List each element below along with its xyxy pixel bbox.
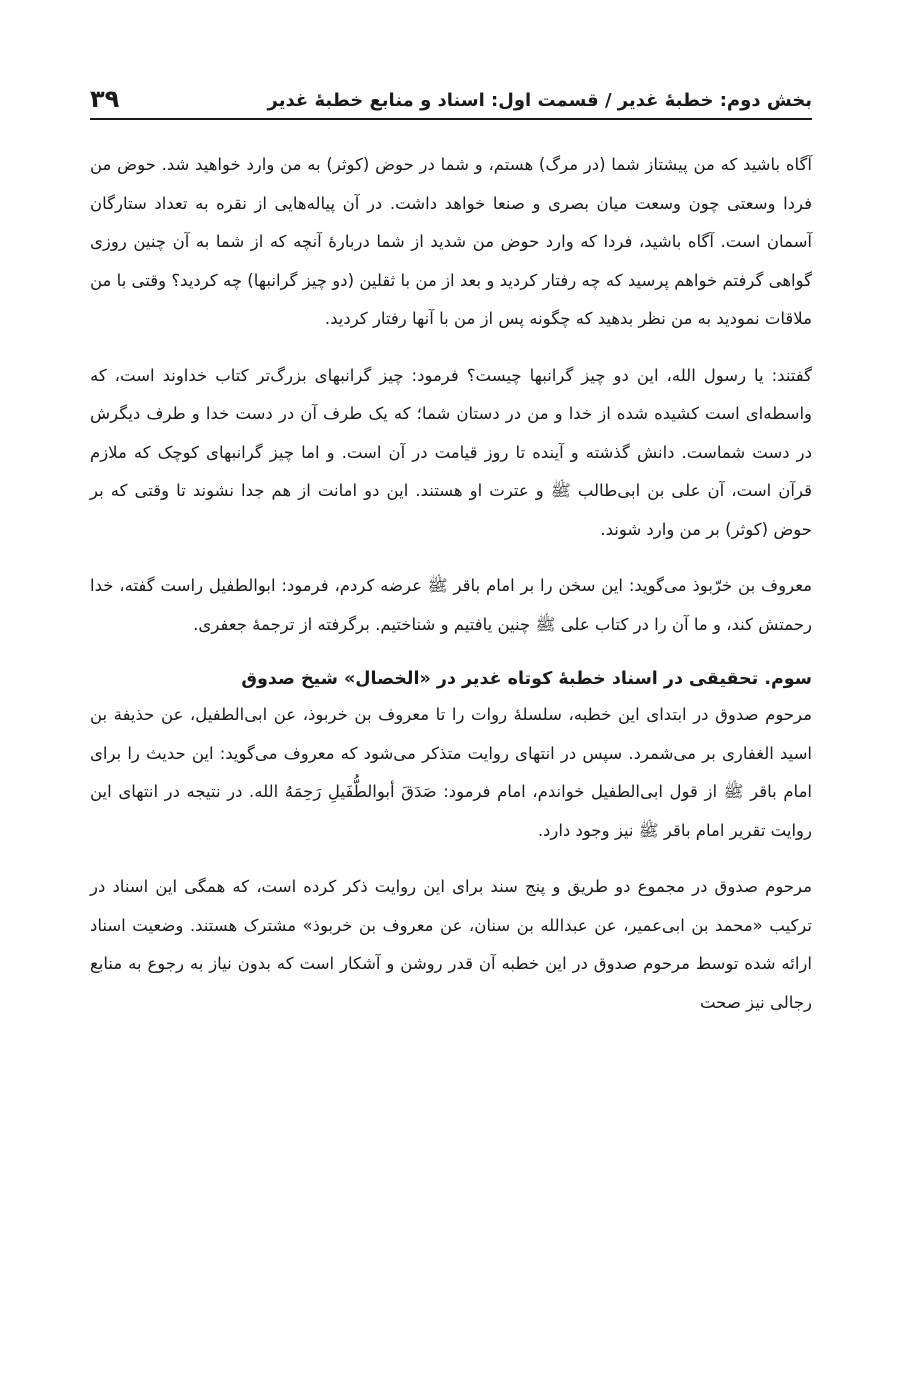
running-title: بخش دوم: خطبهٔ غدیر / قسمت اول: اسناد و منابع خطبهٔ غدیر: [267, 90, 812, 111]
book-page: [90, 70, 812, 1040]
paragraph-hadith-hawz: آگاه باشید که من پیشتاز شما (در مرگ) هستم، و شما در حوض (کوثر) به من وارد خواهید شد. حوض من فردا وسعتی چون وسعت میان بصری و صنعا خواهد داشت. در آن پیاله‌هایی از نقره به تعداد ستارگان آسمان است. آگاه باشید، فردا که وارد حوض من شدید از شما دربارهٔ آنچه که از شما به آن چنین روزی گواهی گرفتم خواهم پرسید که چه رفتار کردید و بعد از من با ثقلین (دو چیز گرانبها) چه کردید؟ وقتی با من ملاقات نمودید به من نظر بدهید که چگونه پس از من با آنها رفتار کردید.: [90, 155, 812, 328]
page-content: [90, 146, 812, 1022]
paragraph-saduq-chain: مرحوم صدوق در ابتدای این خطبه، سلسلهٔ روات را تا معروف بن خربوذ، عن ابی‌الطفیل، عن حذیفة بن اسید الغفاری بر می‌شمرد. سپس در انتهای روایت متذکر می‌شود که معروف می‌گوید: این حدیث را برای امام باقر ﷺ از قول ابی‌الطفیل خواندم، امام فرمود: صَدَقَ أبوالطُّفَیلِ رَحِمَهُ الله. در نتیجه در انتهای این روایت تقریر امام باقر ﷺ نیز وجود دارد.: [90, 705, 812, 840]
paragraph-saduq-sanad: مرحوم صدوق در مجموع دو طریق و پنج سند برای این روایت ذکر کرده است، که همگی این اسناد در ترکیب «محمد بن ابی‌عمیر، عن عبدالله بن سنان، عن معروف بن خربوذ» مشترک هستند. وضعیت اسناد ارائه شده توسط مرحوم صدوق در این خطبه آن قدر روشن و آشکار است که بدون نیاز به رجوع به منابع رجالی نیز صحت: [90, 877, 812, 1012]
running-header: [90, 70, 812, 120]
paragraph-thaqalayn: گفتند: یا رسول الله، این دو چیز گرانبها چیست؟ فرمود: چیز گرانبهای بزرگ‌تر کتاب خداوند است، که واسطه‌ای است کشیده شده از خدا و من در دستان شما؛ که یک طرف آن در دست خدا و طرف دیگرش در دست شماست. دانش گذشته و آینده تا روز قیامت در آن است. و اما چیز گرانبهای کوچک که ملازم قرآن است، آن علی بن ابی‌طالب ﷺ و عترت او هستند. این دو امانت از هم جدا نشوند تا وقتی که بر حوض (کوثر) بر من وارد شوند.: [90, 365, 812, 539]
paragraph-maruf-narration: معروف بن خرّبوذ می‌گوید: این سخن را بر امام باقر ﷺ عرضه کردم، فرمود: ابوالطفیل راست گفته، خدا رحمتش کند، و ما آن را در کتاب علی ﷺ چنین یافتیم و شناختیم. برگرفته از ترجمهٔ جعفری.: [90, 576, 812, 634]
page-number: ۳۹: [90, 85, 120, 113]
section-heading: سوم. تحقیقی در اسناد خطبهٔ کوتاه غدیر در «الخصال» شیخ صدوق: [241, 669, 812, 689]
